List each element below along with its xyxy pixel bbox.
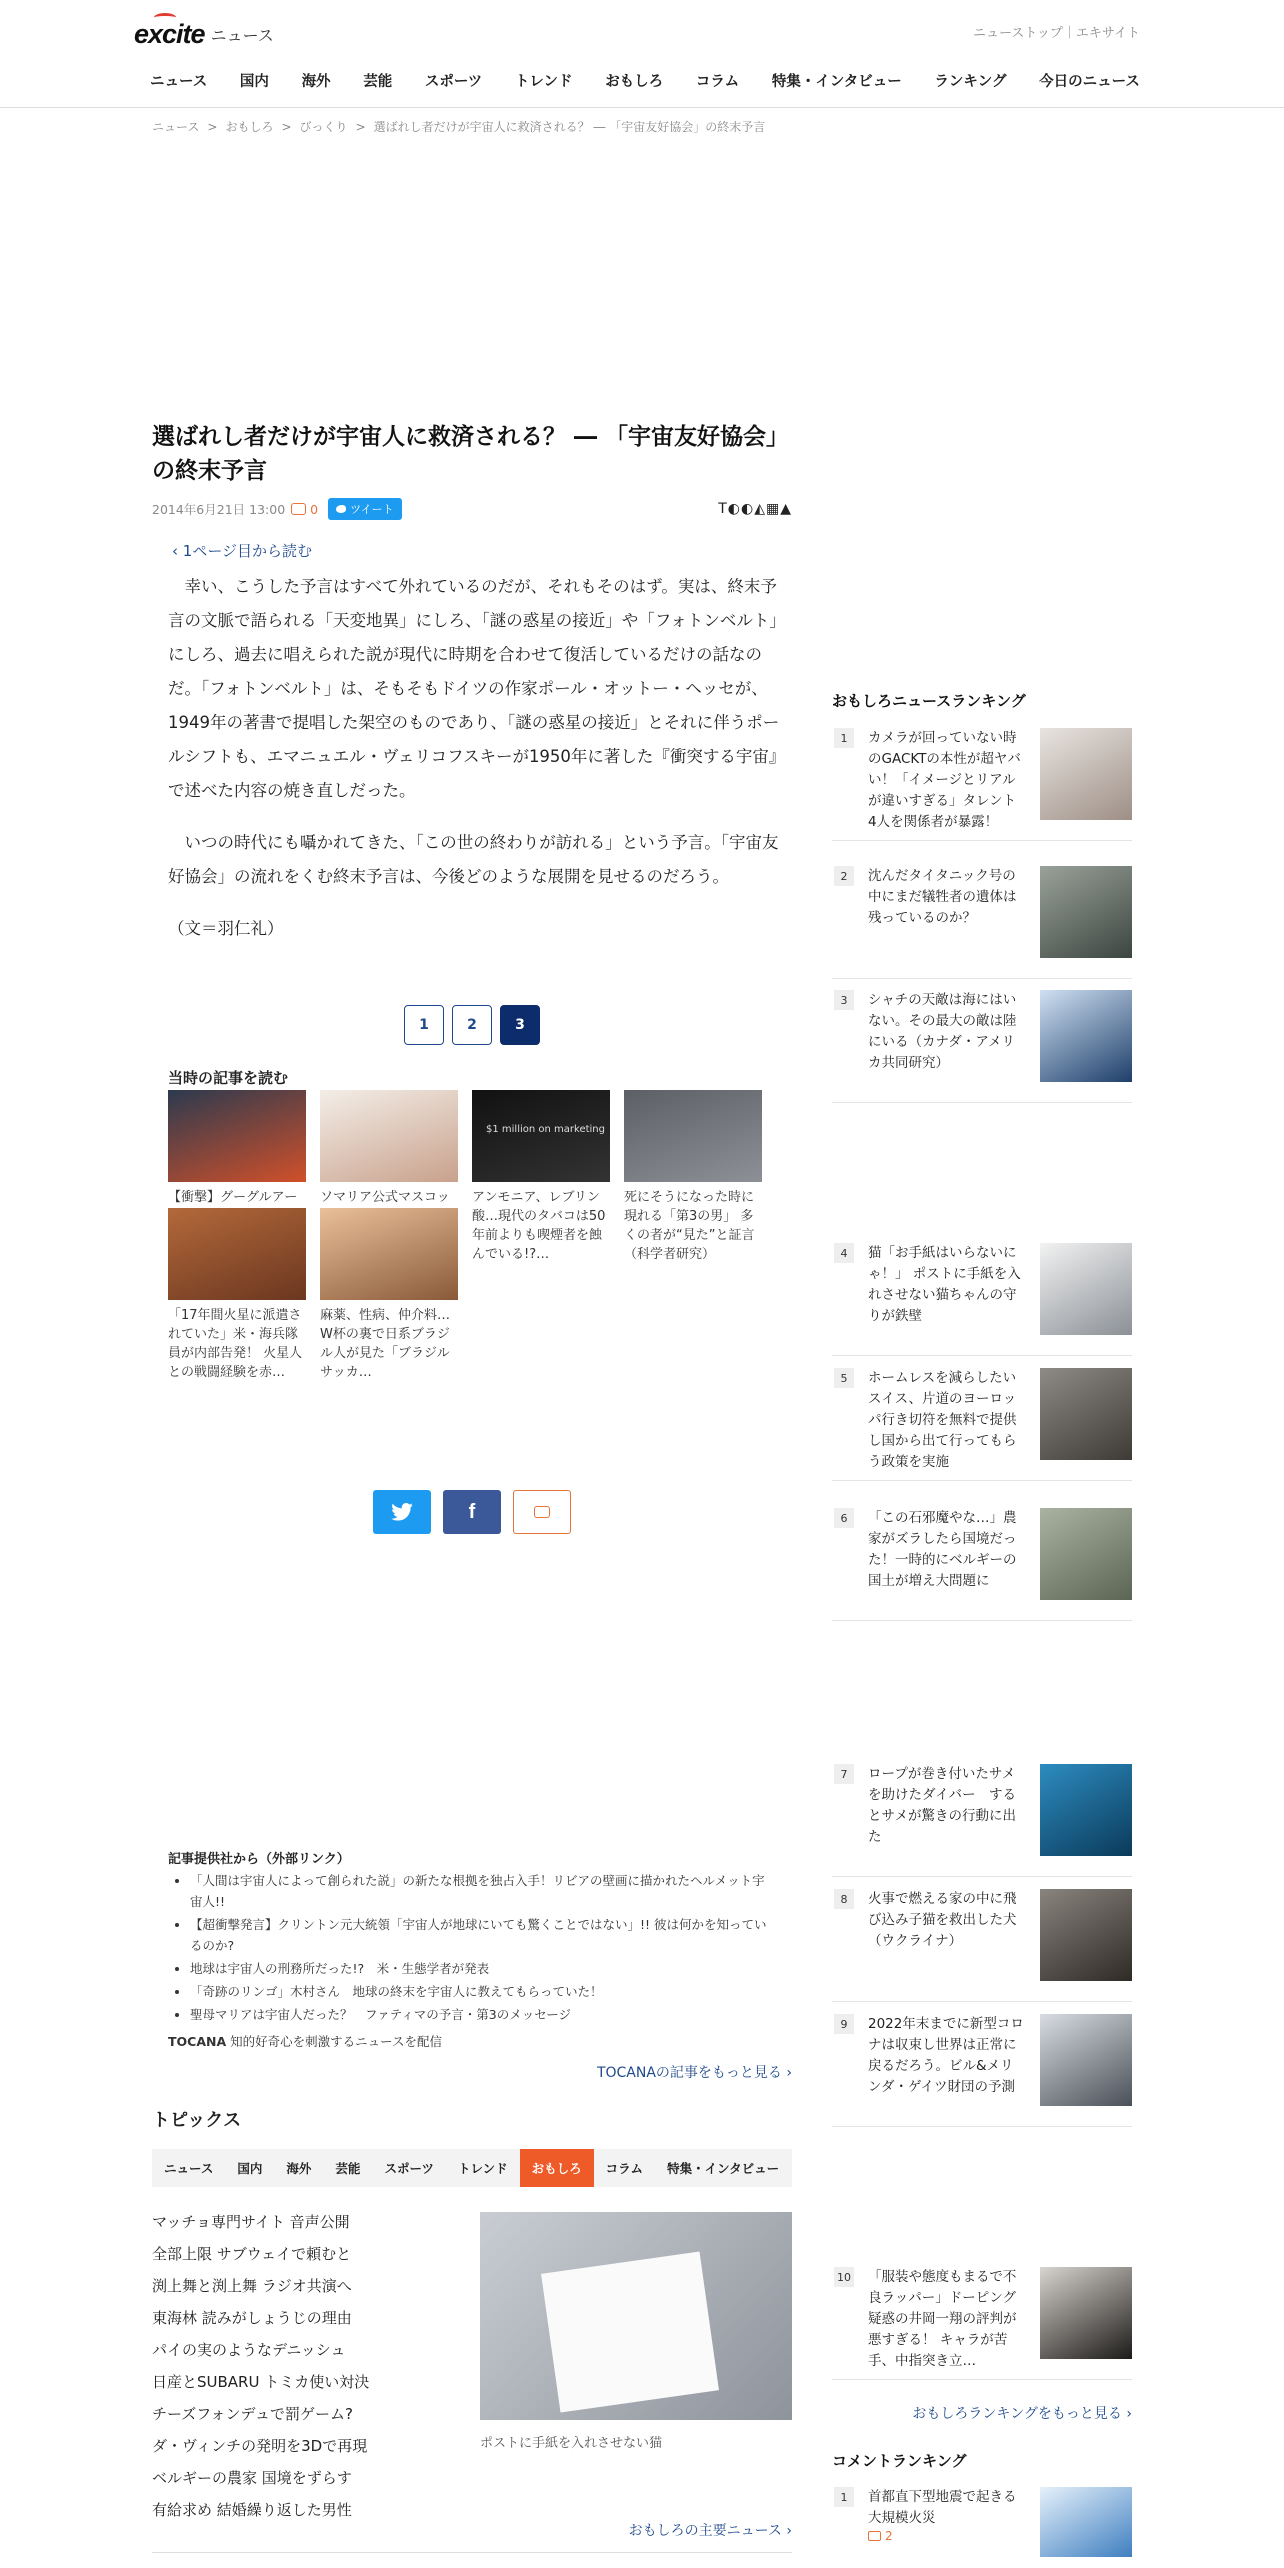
related-thumbnail	[320, 1090, 458, 1182]
nav-item[interactable]: 海外	[301, 74, 331, 90]
font-size-icons[interactable]: T◐◐◭▦▲	[718, 501, 792, 517]
chevron-right-icon: ›	[1121, 2406, 1132, 2422]
topic-tab[interactable]: 特集・インタビュー	[667, 2161, 780, 2176]
paragraph: いつの時代にも囁かれてきた、「この世の終わりが訪れる」という予言。「宇宙友好協会」の流れをくむ終末予言は、今後どのような展開を見せるのだろう。	[168, 833, 779, 886]
rank-number: 7	[834, 1764, 854, 1784]
nav-item[interactable]: おもしろ	[605, 74, 664, 90]
divider	[832, 2379, 1132, 2380]
rank-number: 8	[834, 1889, 854, 1909]
topic-tab[interactable]: ニュース	[164, 2161, 214, 2176]
article	[152, 420, 792, 2081]
rank-thumbnail	[1040, 866, 1132, 958]
nav-item[interactable]: 国内	[239, 74, 269, 90]
chevron-left-icon: ‹	[172, 542, 183, 560]
chevron-right-icon: ›	[781, 2065, 792, 2081]
rank-number: 5	[834, 1368, 854, 1388]
topics-tabs	[152, 2149, 792, 2187]
divider	[832, 1355, 1132, 1356]
rank-title: 2022年末までに新型コロナは収束し世界は正常に戻るだろう。ビル&メリンダ・ゲイツ財団の予測	[868, 2016, 1024, 2095]
article-body	[168, 570, 784, 964]
provider-name: TOCANA	[168, 2034, 227, 2049]
site-header	[0, 0, 1284, 108]
article-meta	[152, 498, 792, 520]
rank-thumbnail	[1040, 990, 1132, 1082]
topic-item[interactable]: 全部上限 サブウェイで頼むと	[152, 2245, 352, 2263]
related-title: ソマリア公式マスコッ	[320, 1190, 450, 1205]
topics-more-label: おもしろの主要ニュース	[628, 2523, 782, 2539]
breadcrumb-separator: >	[207, 120, 218, 134]
breadcrumb-item[interactable]: おもしろ	[225, 120, 274, 134]
ranking-more-link[interactable]	[912, 2403, 1132, 2423]
divider	[832, 1480, 1132, 1481]
rank-number: 6	[834, 1508, 854, 1528]
excite-logo[interactable]	[134, 10, 274, 50]
letter-image	[541, 2252, 719, 2413]
related-thumbnail	[168, 1208, 306, 1300]
topics-section	[152, 2106, 792, 2539]
nav-item[interactable]: 芸能	[363, 74, 393, 90]
related-title: 【衝撃】グーグルアー	[168, 1190, 298, 1205]
rank-title: ホームレスを減らしたいスイス、片道のヨーロッパ行き切符を無料で提供し国から出て行ってもらう政策を実施	[868, 1370, 1017, 1470]
thumbnail-overlay-text: $1 million on marketing	[486, 1124, 605, 1135]
related-thumbnail	[624, 1090, 762, 1182]
divider	[832, 2126, 1132, 2127]
provider-link[interactable]: • 地球は宇宙人の刑務所だった!? 米・生態学者が発表	[190, 1958, 770, 1979]
rank-thumbnail	[1040, 1889, 1132, 1981]
topic-item[interactable]: チーズフォンデュで罰ゲーム?	[152, 2405, 354, 2423]
facebook-share-button[interactable]	[443, 1490, 501, 1534]
rank-title: カメラが回っていない時のGACKTの本性が超ヤバい！「イメージとリアルが違いすぎる」タレント4人を関係者が暴露！	[868, 730, 1021, 830]
rank-number: 1	[834, 2487, 854, 2507]
topic-item[interactable]: ベルギーの農家 国境をずらす	[152, 2469, 352, 2487]
comment-ranking-title: コメントランキング	[832, 2452, 967, 2470]
breadcrumb-item[interactable]: ニュース	[152, 120, 200, 134]
share-buttons	[373, 1490, 571, 1534]
page-button[interactable]: 2	[452, 1005, 492, 1045]
provider-link[interactable]: • 「奇跡のリンゴ」木村さん 地球の終末を宇宙人に教えてもらっていた！	[190, 1981, 770, 2002]
article-date: 2014年6月21日 13:00	[152, 502, 286, 517]
topic-item[interactable]: 日産とSUBARU トミカ使い対決	[152, 2373, 370, 2391]
divider	[152, 2552, 792, 2553]
divider	[832, 1620, 1132, 1621]
logo-mark	[134, 19, 205, 50]
nav-item[interactable]: 特集・インタビュー	[771, 74, 902, 90]
breadcrumb-item[interactable]: びっくり	[299, 120, 348, 134]
rank-title: 「服装や態度もまるで不良ラッパー」ドーピング疑惑の井岡一翔の評判が悪すぎる！ キャラが苦手、中指突き立…	[868, 2269, 1017, 2369]
logo-sub: ニュース	[210, 26, 274, 45]
topic-tab[interactable]: 芸能	[335, 2161, 361, 2176]
twitter-bird-icon	[336, 505, 346, 513]
provider-link[interactable]: • 【超衝撃発言】クリントン元大統領「宇宙人が地球にいても驚くことではない」!! 彼は何かを知っているのか?	[190, 1914, 770, 1956]
rank-title: 猫「お手紙はいらないにゃ！」 ポストに手紙を入れさせない猫ちゃんの守りが鉄壁	[868, 1245, 1021, 1324]
rank-thumbnail	[1040, 728, 1132, 820]
rank-title: シャチの天敵は海にはいない。その最大の敵は陸にいる（カナダ・アメリカ共同研究）	[868, 992, 1017, 1071]
topic-item[interactable]: ダ・ヴィンチの発明を3Dで再現	[152, 2437, 368, 2455]
topic-tab[interactable]: 国内	[237, 2161, 263, 2176]
provider-note	[168, 2032, 442, 2050]
related-thumbnail	[320, 1208, 458, 1300]
provider-more-label: TOCANAの記事をもっと見る	[596, 2065, 782, 2081]
rank-thumbnail	[1040, 1508, 1132, 1600]
nav-item[interactable]: スポーツ	[424, 74, 483, 90]
rank-title: 「この石邪魔やな…」農家がズラしたら国境だった！一時的にベルギーの国土が増え大問題に	[868, 1510, 1017, 1589]
topics-image-caption[interactable]: ポストに手紙を入れさせない猫	[480, 2436, 663, 2451]
nav-item[interactable]: ランキング	[934, 74, 1007, 90]
divider	[832, 1102, 1132, 1103]
logo-text: excite	[134, 19, 205, 49]
comment-icon	[868, 2531, 881, 2541]
paragraph: 幸い、こうした予言はすべて外れているのだが、それもそのはず。実は、終末予言の文脈で語られる「天変地異」にしろ、「謎の惑星の接近」や「フォトンベルト」にしろ、過去に唱えられた説が現代に時期を合わせて復活しているだけの話なのだ。「フォトンベルト」は、そもそもドイツの作家ポール・オットー・ヘッセが、1949年の著書で提唱した架空のものであり、「謎の惑星の接近」とそれに伴うポールシフトも、エマニュエル・ヴェリコフスキーが1950年に著した『衝突する宇宙』で述べた内容の焼き直しだった。	[168, 577, 780, 800]
topics-image[interactable]	[480, 2212, 792, 2420]
comment-count[interactable]	[291, 502, 318, 517]
twitter-icon	[391, 1503, 413, 1521]
topic-item[interactable]: 有給求め 結婚繰り返した男性	[152, 2501, 352, 2519]
related-title: アンモニア、レブリン酸…現代のタバコは50年前よりも喫煙者を蝕んでいる!?…	[472, 1190, 606, 1262]
read-from-page1-label: 1ページ目から読む	[182, 542, 313, 560]
divider	[832, 978, 1132, 979]
topic-item[interactable]: 渕上舞と渕上舞 ラジオ共演へ	[152, 2277, 352, 2295]
topic-tab[interactable]: 海外	[286, 2161, 312, 2176]
comment-icon	[291, 503, 306, 515]
related-thumbnail	[472, 1090, 610, 1182]
related-title: 当時の記事を読む	[168, 1069, 289, 1087]
topic-item[interactable]: 東海林 読みがしょうじの理由	[152, 2309, 352, 2327]
rank-title: 火事で燃える家の中に飛び込み子猫を救出した犬（ウクライナ）	[868, 1891, 1017, 1949]
topics-title: トピックス	[152, 2110, 242, 2131]
rank-thumbnail	[1040, 2487, 1132, 2557]
related-article[interactable]	[624, 1090, 762, 1264]
topic-item[interactable]: マッチョ専門サイト 音声公開	[152, 2213, 350, 2231]
topics-list	[152, 2206, 472, 2526]
provider-link[interactable]: • 聖母マリアは宇宙人だった？ ファティマの予言・第3のメッセージ	[190, 2004, 770, 2025]
topic-item[interactable]: パイの実のようなデニッシュ	[152, 2341, 346, 2359]
comment-count-value: 2	[885, 2529, 893, 2543]
breadcrumb-separator: >	[355, 120, 366, 134]
nav-item[interactable]: トレンド	[514, 74, 573, 90]
provider-links	[190, 1870, 770, 2027]
tweet-button[interactable]	[328, 498, 401, 520]
rank-title: ロープが巻き付いたサメを助けたダイバー するとサメが驚きの行動に出た	[868, 1766, 1016, 1845]
rank-title: 沈んだタイタニック号の中にまだ犠牲者の遺体は残っているのか？	[868, 868, 1017, 926]
main-nav	[150, 70, 1140, 91]
ranking-title: おもしろニュースランキング	[832, 692, 1026, 710]
page-button[interactable]: 1	[404, 1005, 444, 1045]
provider-more-link[interactable]	[597, 2062, 792, 2082]
divider	[832, 840, 1132, 841]
related-title: 「17年間火星に派遣されていた」米・海兵隊員が内部告発！ 火星人との戦闘経験を赤…	[168, 1308, 303, 1380]
related-article[interactable]	[320, 1208, 458, 1382]
pagination	[404, 1005, 540, 1045]
topic-tab[interactable]: トレンド	[457, 2161, 508, 2176]
related-article[interactable]	[168, 1208, 306, 1382]
divider	[832, 1876, 1132, 1877]
chevron-right-icon: ›	[781, 2523, 792, 2539]
topic-tab[interactable]: スポーツ	[384, 2161, 434, 2176]
rank-number: 4	[834, 1243, 854, 1263]
topic-tab[interactable]: おもしろ	[520, 2149, 594, 2187]
nav-item[interactable]: コラム	[695, 74, 740, 90]
divider	[832, 2001, 1132, 2002]
rank-number: 2	[834, 866, 854, 886]
tweet-label: ツイート	[350, 503, 394, 516]
breadcrumb-item: 選ばれし者だけが宇宙人に救済される？ ― 「宇宙友好協会」の終末予言	[373, 120, 766, 134]
related-thumbnail	[168, 1090, 306, 1182]
page-button[interactable]: 3	[500, 1005, 540, 1045]
ranking-more-label: おもしろランキングをもっと見る	[912, 2406, 1122, 2422]
rank-number: 1	[834, 728, 854, 748]
provider-title: 記事提供社から（外部リンク）	[168, 1852, 350, 1867]
related-title: 麻薬、性病、仲介料…W杯の裏で日系ブラジル人が見た「ブラジルサッカ…	[320, 1308, 451, 1380]
provider-tagline: 知的好奇心を刺激するニュースを配信	[230, 2034, 443, 2049]
facebook-icon: f	[468, 1500, 476, 1523]
topics-more-link[interactable]	[629, 2520, 792, 2540]
rank-thumbnail	[1040, 2014, 1132, 2106]
rank-thumbnail	[1040, 1368, 1132, 1460]
provider-link[interactable]: • 「人間は宇宙人によって創られた説」の新たな根拠を独占入手！リビアの壁画に描かれたヘルメット宇宙人!!	[190, 1870, 770, 1912]
rank-thumbnail	[1040, 1764, 1132, 1856]
related-article[interactable]	[472, 1090, 610, 1264]
comment-icon	[534, 1506, 550, 1518]
twitter-share-button[interactable]	[373, 1490, 431, 1534]
comment-button[interactable]	[513, 1490, 571, 1534]
rank-thumbnail	[1040, 2267, 1132, 2359]
rank-thumbnail	[1040, 1243, 1132, 1335]
nav-item[interactable]: ニュース	[150, 74, 208, 90]
top-links[interactable]: ニューストップ｜エキサイト	[972, 26, 1140, 41]
comment-count-badge	[868, 2529, 893, 2543]
rank-number: 9	[834, 2014, 854, 2034]
breadcrumb	[152, 118, 765, 135]
related-title: 死にそうになった時に現れる「第3の男」 多くの者が“見た”と証言（科学者研究）	[624, 1190, 755, 1262]
topic-tab[interactable]: コラム	[605, 2161, 644, 2176]
article-title: 選ばれし者だけが宇宙人に救済される？ ― 「宇宙友好協会」の終末予言	[152, 424, 790, 484]
comment-count-value: 0	[310, 501, 319, 517]
rank-number: 10	[834, 2267, 854, 2287]
breadcrumb-separator: >	[281, 120, 292, 134]
author-credit: （文＝羽仁礼）	[168, 919, 284, 938]
nav-item[interactable]: 今日のニュース	[1039, 74, 1140, 90]
read-from-page1-link[interactable]	[172, 540, 312, 561]
rank-title: 首都直下型地震で起きる大規模火災	[868, 2489, 1017, 2526]
rank-number: 3	[834, 990, 854, 1010]
